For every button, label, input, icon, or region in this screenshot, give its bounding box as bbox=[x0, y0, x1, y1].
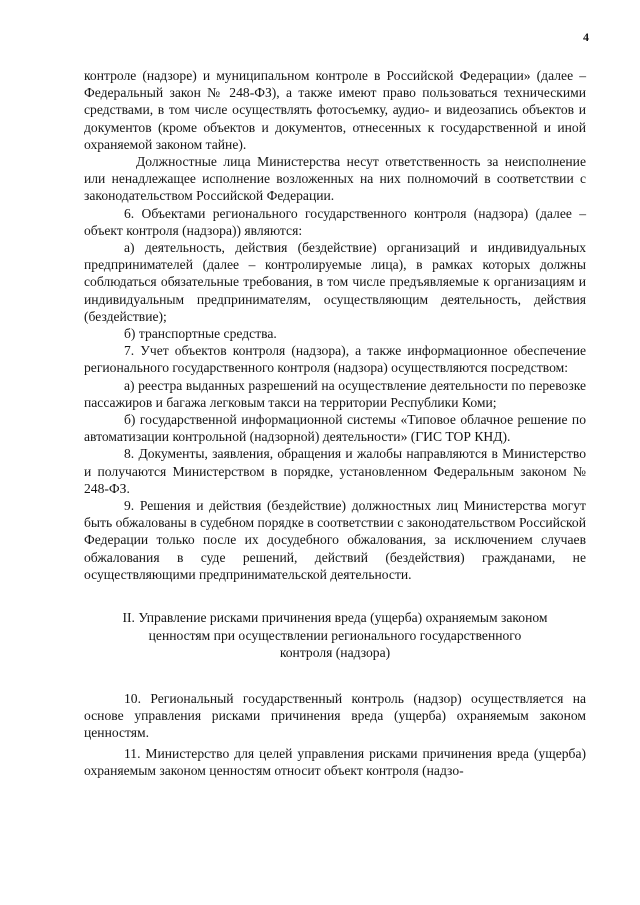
paragraph-item-7b: б) государственной информационной системы «Типовое облачное решение по автоматизации контрольной (надзорной) деятельности» (ГИС ТОР КНД). bbox=[84, 412, 586, 445]
paragraph-responsibility: Должностные лица Министерства несут ответственность за неисполнение или ненадлежащее исполнение возложенных на них полномочий в соответствии с законодательством Российской Федерации. bbox=[84, 154, 586, 204]
section-heading-line-3: контроля (надзора) bbox=[279, 645, 391, 661]
paragraph-item-9: 9. Решения и действия (бездействие) должностных лиц Министерства могут быть обжалованы в судебном порядке в соответствии с законодательством Российской Федерации только после их досудебного обжалования, за исключением случаев обжалования в суде решений, действий (бездействия) гражданами, не осуществляющими предпринимательской деятельности. bbox=[84, 498, 586, 582]
paragraph-continuation: контроле (надзоре) и муниципальном контроле в Российской Федерации» (далее – Федеральный закон № 248-ФЗ), а также имеют право пользоваться техническими средствами, в том числе осуществлять фотосъемку, аудио- и видеозапись объектов и документов (кроме объектов и документов, отнесенных к государственной и иной охраняемой законом тайне). bbox=[84, 68, 586, 152]
paragraph-item-11: 11. Министерство для целей управления рисками причинения вреда (ущерба) охраняемым законом ценностям относит объект контроля (надзо- bbox=[84, 746, 586, 779]
section-heading bbox=[84, 609, 586, 662]
paragraph-item-6b: б) транспортные средства. bbox=[124, 326, 277, 342]
paragraph-item-10: 10. Региональный государственный контроль (надзор) осуществляется на основе управления рисками причинения вреда (ущерба) охраняемым законом ценностям. bbox=[84, 690, 586, 740]
document-body bbox=[84, 67, 586, 780]
paragraph-item-8: 8. Документы, заявления, обращения и жалобы направляются в Министерство и получаются Министерством в порядке, установленном Федеральным законом № 248-ФЗ. bbox=[84, 446, 586, 496]
paragraph-item-7a: а) реестра выданных разрешений на осуществление деятельности по перевозке пассажиров и багажа легковым такси на территории Республики Коми; bbox=[84, 377, 586, 410]
section-heading-line-2: ценностям при осуществлении регионального государственного bbox=[148, 627, 522, 643]
paragraph-item-6a: а) деятельность, действия (бездействие) организаций и индивидуальных предпринимателей (далее – контролируемые лица), в рамках которых должны соблюдаться обязательные требования, в том числе предъявляемые к организациям и индивидуальным предпринимателям, осуществляющим деятельность, действия (бездействие); bbox=[84, 240, 586, 324]
section-heading-line-1: II. Управление рисками причинения вреда (ущерба) охраняемым законом bbox=[122, 610, 548, 626]
paragraph-item-7: 7. Учет объектов контроля (надзора), а также информационное обеспечение регионального государственного контроля (надзора) осуществляются посредством: bbox=[84, 343, 586, 376]
paragraph-item-6: 6. Объектами регионального государственного контроля (надзора) (далее – объект контроля (надзора)) являются: bbox=[84, 205, 586, 238]
page-number: 4 bbox=[583, 30, 589, 44]
